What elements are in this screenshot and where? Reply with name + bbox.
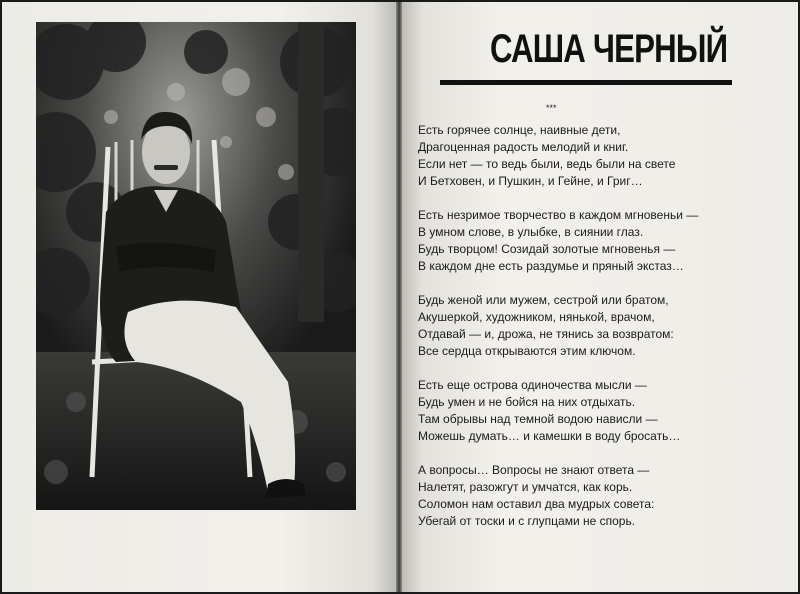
author-photograph (36, 22, 356, 510)
poem-stanza (418, 377, 788, 445)
poem-line: Есть еще острова одиночества мысли — (418, 378, 647, 392)
poem-line: Будь творцом! Созидай золотые мгновенья — (418, 242, 676, 256)
poem-stanza (418, 207, 788, 275)
poem-line: А вопросы… Вопросы не знают ответа — (418, 463, 650, 477)
photograph-image (36, 22, 356, 510)
poem-line: Налетят, разожгут и умчатся, как корь. (418, 480, 633, 494)
poem-line: И Бетховен, и Пушкин, и Гейне, и Григ… (418, 174, 643, 188)
poem-line: Убегай от тоски и с глупцами не спорь. (418, 514, 636, 528)
poem-line: Акушеркой, художником, нянькой, врачом, (418, 310, 655, 324)
poem-line: Будь умен и не бойся на них отдыхать. (418, 395, 636, 409)
poem-text (418, 122, 788, 547)
title-underline-rule (440, 80, 732, 85)
poem-line: Там обрывы над темной водою нависли — (418, 412, 658, 426)
poet-name-title: САША ЧЕРНЫЙ (490, 27, 728, 71)
poem-line: Драгоценная радость мелодий и книг. (418, 140, 629, 154)
poem-line: Соломон нам оставил два мудрых совета: (418, 497, 655, 511)
poem-asterisks: *** (546, 103, 557, 113)
poem-line: В каждом дне есть раздумье и пряный экстаз… (418, 259, 684, 273)
poem-line: Все сердца открываются этим ключом. (418, 344, 636, 358)
poem-stanza (418, 122, 788, 190)
poem-line: В умном слове, в улыбке, в сиянии глаз. (418, 225, 644, 239)
poem-line: Будь женой или мужем, сестрой или братом, (418, 293, 669, 307)
poem-line: Отдавай — и, дрожа, не тянись за возвратом: (418, 327, 674, 341)
poem-stanza (418, 292, 788, 360)
poem-stanza (418, 462, 788, 530)
poem-line: Есть горячее солнце, наивные дети, (418, 123, 621, 137)
poem-line: Если нет — то ведь были, ведь были на свете (418, 157, 676, 171)
poem-line: Есть незримое творчество в каждом мгновеньи — (418, 208, 699, 222)
poem-line: Можешь думать… и камешки в воду бросать… (418, 429, 681, 443)
